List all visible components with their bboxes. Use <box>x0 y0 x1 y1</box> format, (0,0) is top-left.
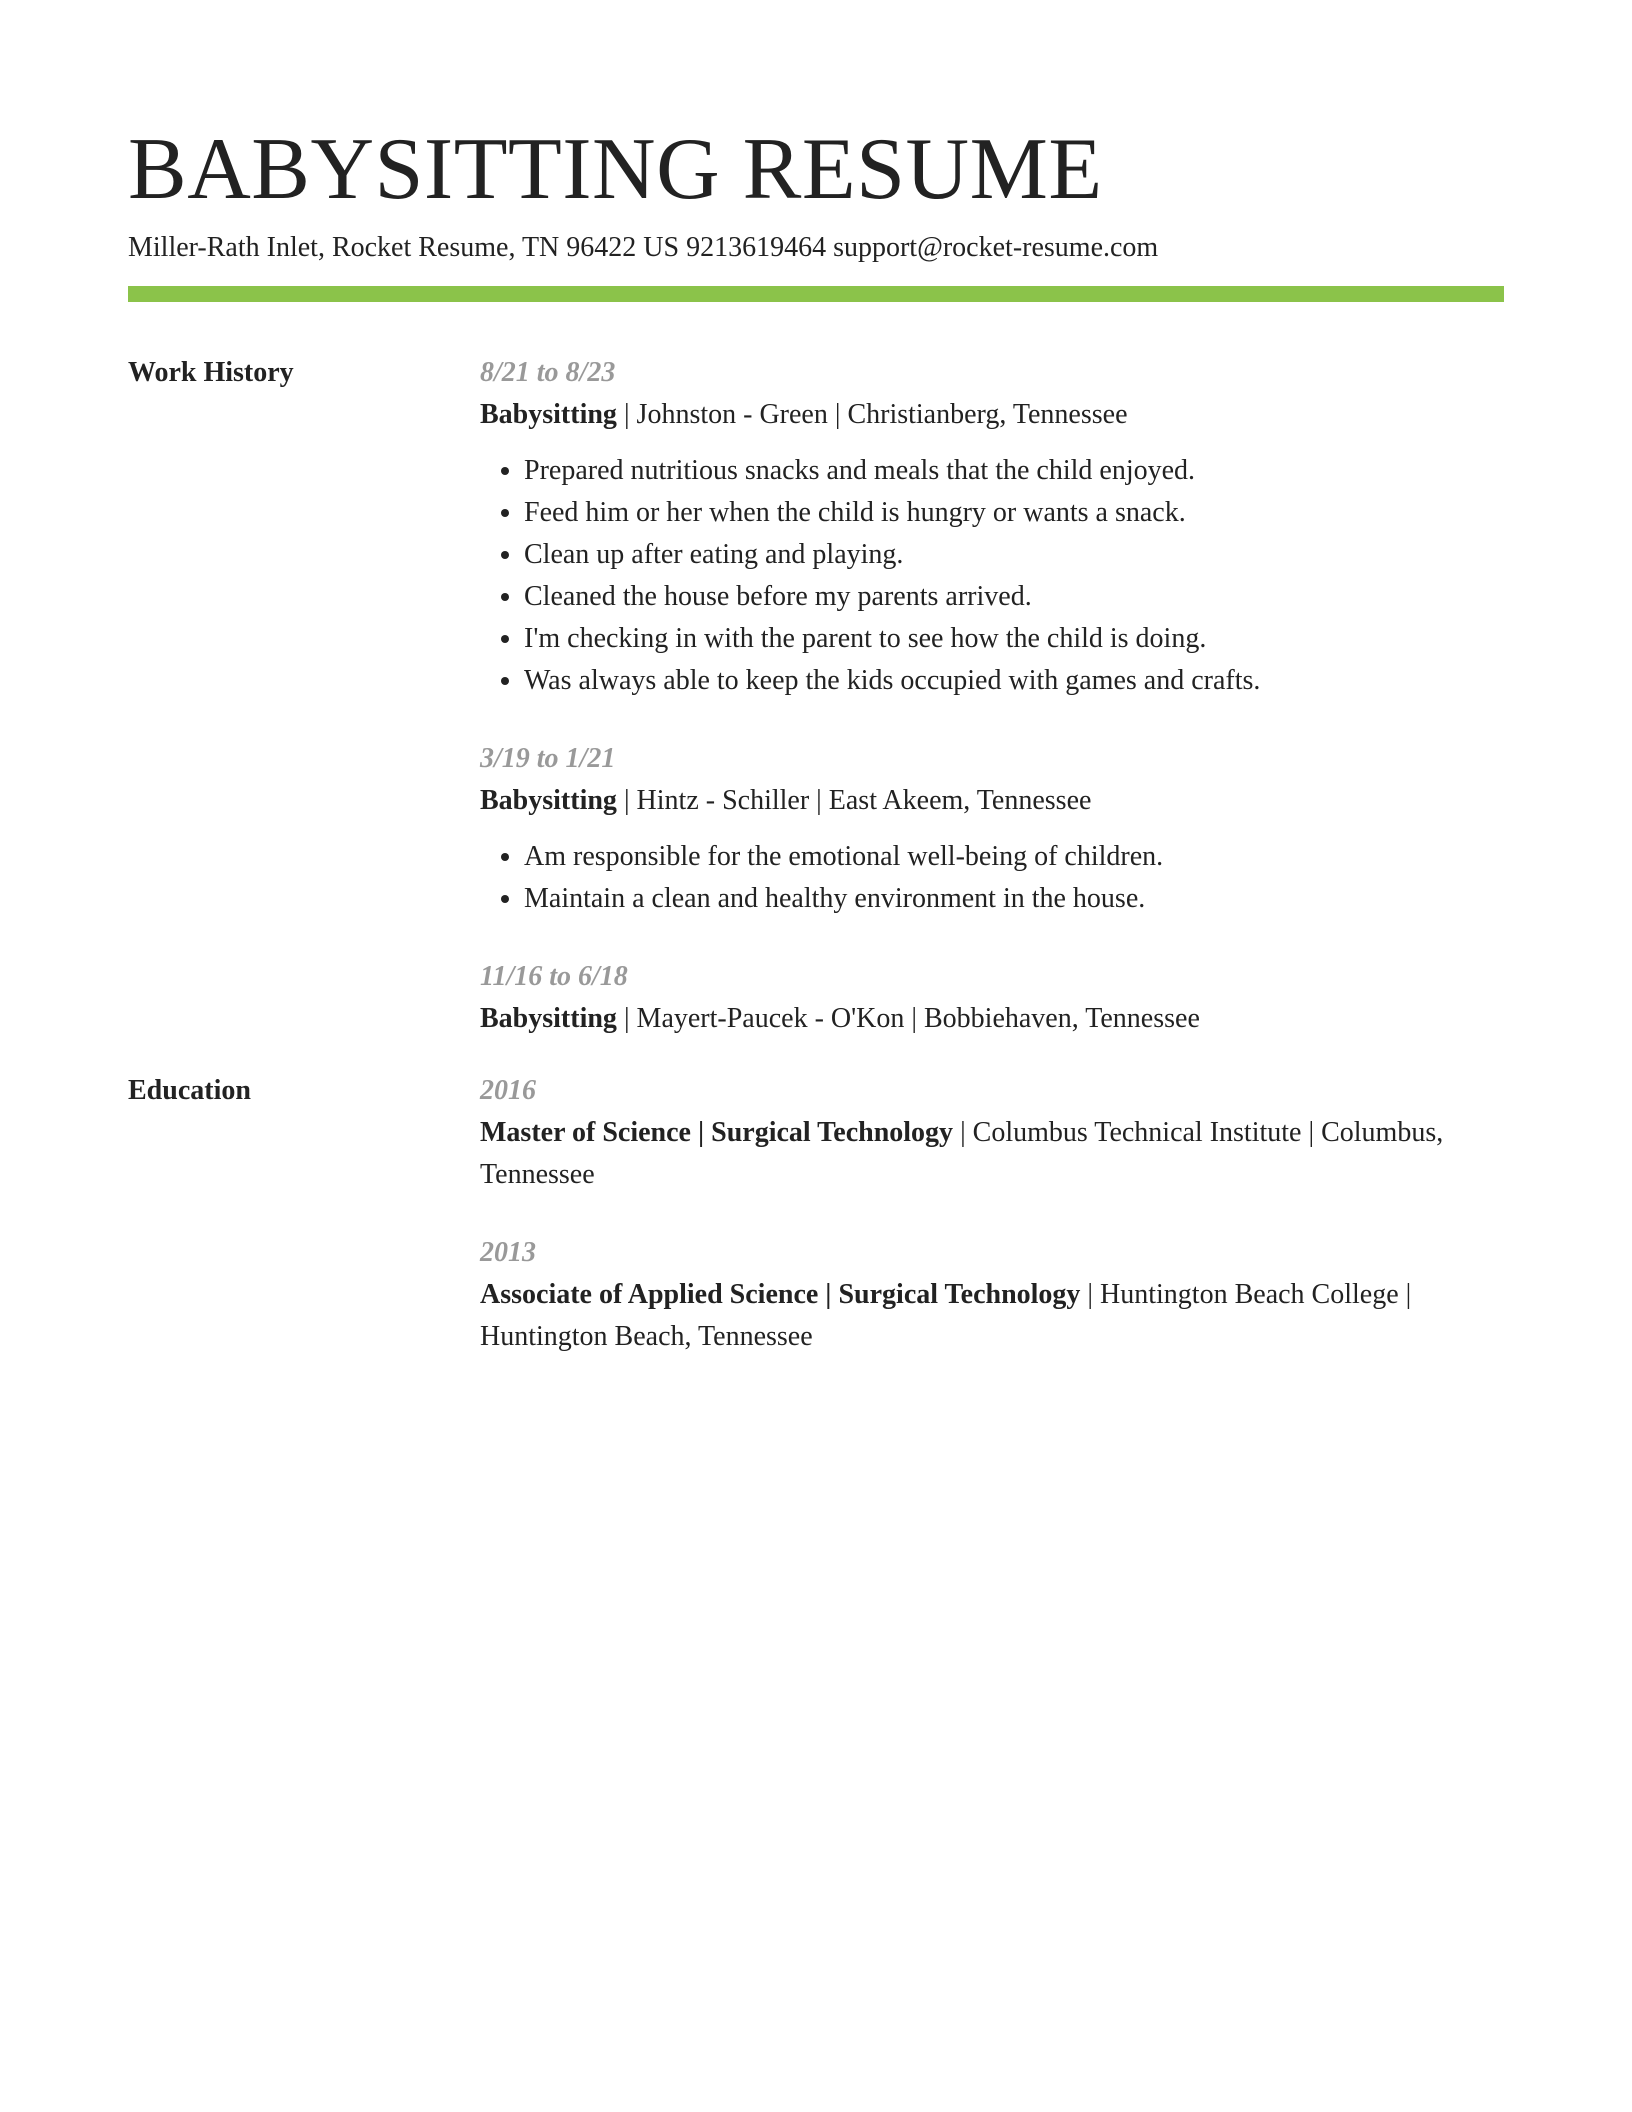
work-entry <box>480 740 1504 920</box>
entry-details: | Mayert-Paucek - O'Kon | Bobbiehaven, Tennessee <box>616 1003 1200 1034</box>
education-body <box>480 1072 1504 1358</box>
bullet-item: • Am responsible for the emotional well-being of children. <box>524 836 1504 878</box>
entry-details: | Huntington Beach College | Huntington Beach, Tennessee <box>480 1279 1412 1352</box>
work-history-body <box>480 354 1504 1040</box>
education-entry <box>480 1072 1504 1196</box>
entry-date: 2013 <box>480 1237 536 1268</box>
bullet-item: • Maintain a clean and healthy environment in the house. <box>524 878 1504 920</box>
entry-date: 11/16 to 6/18 <box>480 961 628 992</box>
bullet-item: • Cleaned the house before my parents arrived. <box>524 576 1504 618</box>
entry-details: | Columbus Technical Institute | Columbus, Tennessee <box>480 1117 1444 1190</box>
entry-date: 2016 <box>480 1075 536 1106</box>
resume-page <box>128 120 1504 1358</box>
contact-line: Miller-Rath Inlet, Rocket Resume, TN 96422 US 9213619464 support@rocket-resume.com <box>128 232 1159 263</box>
bullet-item: • Was always able to keep the kids occupied with games and crafts. <box>524 660 1504 702</box>
entry-details: | Hintz - Schiller | East Akeem, Tennessee <box>616 785 1092 816</box>
entry-heading <box>480 1112 1504 1196</box>
resume-title: BABYSITTING RESUME <box>128 121 1103 218</box>
work-entry <box>480 958 1504 1040</box>
entry-date: 3/19 to 1/21 <box>480 743 616 774</box>
work-history-section <box>128 354 1504 1040</box>
section-label-work-history: Work History <box>128 357 294 388</box>
entry-heading <box>480 394 1504 436</box>
entry-heading <box>480 780 1504 822</box>
entry-title: Master of Science | Surgical Technology <box>480 1117 954 1148</box>
entry-heading <box>480 998 1504 1040</box>
bullet-item: • Prepared nutritious snacks and meals that the child enjoyed. <box>524 450 1504 492</box>
bullet-item: • Feed him or her when the child is hungry or wants a snack. <box>524 492 1504 534</box>
education-entry <box>480 1234 1504 1358</box>
entry-date: 8/21 to 8/23 <box>480 357 616 388</box>
entry-bullets <box>480 450 1504 702</box>
entry-bullets <box>480 836 1504 920</box>
entry-heading <box>480 1274 1504 1358</box>
work-entry <box>480 354 1504 702</box>
section-label-education: Education <box>128 1075 251 1106</box>
entry-details: | Johnston - Green | Christianberg, Tennessee <box>616 399 1128 430</box>
education-section <box>128 1072 1504 1358</box>
bullet-item: • Clean up after eating and playing. <box>524 534 1504 576</box>
entry-title: Babysitting <box>480 399 617 430</box>
entry-title: Associate of Applied Science | Surgical Technology <box>480 1279 1081 1310</box>
entry-title: Babysitting <box>480 785 617 816</box>
entry-title: Babysitting <box>480 1003 617 1034</box>
accent-divider <box>128 286 1504 302</box>
bullet-item: • I'm checking in with the parent to see how the child is doing. <box>524 618 1504 660</box>
